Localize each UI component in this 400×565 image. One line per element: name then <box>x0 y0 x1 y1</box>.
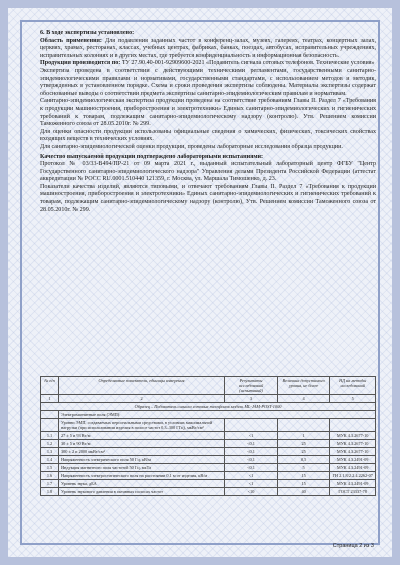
row-indicator: Напряженность электростатического поля на расстоянии 0,1 м от изделия, кВ/м <box>59 472 225 480</box>
produced-by-paragraph <box>40 60 376 68</box>
row-indicator: Индукция магнитного поля частотой 50 Гц, мкТл <box>59 464 225 472</box>
row-indicator: 300 ± 2 и 2000 мкВт/см² <box>59 448 225 456</box>
row-indicator: 30 ± 5 и 90 Вт/м <box>59 440 225 448</box>
table-row: 1.3 300 ± 2 и 2000 мкВт/см² <0,1 25 МУК 4.3.2677-10 <box>41 448 376 456</box>
paragraph-methods: Экспертиза проведена в соответствии с действующими техническими регламентами, государственными санитарно-эпидемиологическими правилами и нормативами, государственными стандартами, с использованием методов и методик, утвержденных в установленном порядке. Схема и сроки проведения экспертизы соблюдены. Материалы экспертизы содержат обоснованные выводы о соответствии предмета экспертизы санитарно-эпидемиологическим правилам и нормативам. <box>40 67 376 97</box>
header-num: № п/п <box>41 377 59 395</box>
column-number: 4 <box>277 395 329 403</box>
header-indicator: Определяемые показатели, единицы измерения <box>59 377 225 395</box>
page-number: Страница 2 из 3 <box>332 543 374 549</box>
header-limit: Величина допустимого уровня, не более <box>277 377 329 395</box>
table-row: 1.2 30 ± 5 и 90 Вт/м <0,1 25 МУК 4.3.2677-10 <box>41 440 376 448</box>
column-number: 1 <box>41 395 59 403</box>
section-row <box>41 411 376 419</box>
table-row: 1.8 Уровень звукового давления в октавных полосах частот <10 40 ГОСТ 23337-78 <box>41 488 376 496</box>
row-indicator: Уровни ЭМП, создаваемых персональными средствами, в условиях максимальной нагрузки (при использовании изделия в полосе частот 0,3–300 ГГц), мкВт/см² <box>59 419 225 432</box>
row-indicator: Уровень звука, дБА <box>59 480 225 488</box>
section-heading: 6. В ходе экспертизы установлено: <box>40 30 135 36</box>
object-name: Образец – Подавитель сигнала сотовых телефонов модель ML-JAM-POST-1000 <box>41 403 376 411</box>
lab-heading: Качество выпускаемой продукции подтверждено лабораторными испытаниями: <box>40 153 264 160</box>
scope-label: Область применения: <box>40 37 102 44</box>
table-row: 1.5 Индукция магнитного поля частотой 50 Гц, мкТл <0,1 5 МУК 4.3.2491-09 <box>41 464 376 472</box>
column-number-row <box>41 395 376 403</box>
table-row: 1.4 Напряженность электрического поля 50 Гц, кВ/м <0,1 0,5 МУК 4.3.2491-09 <box>41 456 376 464</box>
object-row <box>41 403 376 411</box>
table-row: 1.1 27 ± 5 и 93 Вт/м <1 1 МУК 4.3.2677-10 <box>41 432 376 440</box>
paragraph-requirements: Санитарно-эпидемиологическая экспертиза продукции проведена на соответствие требованиям Главы II. Раздел 7 «Требования к продукции машиностроения, приборостроения и электротехники» Единых санитарно-эпидемиологических и гигиенических требований к товарам, подлежащим санитарно-эпидемиологическому надзору (контролю). Утв. Решением комиссии Таможенного союза от 28.05.2010г. № 299. <box>40 98 376 128</box>
row-indicator: Напряженность электрического поля 50 Гц, кВ/м <box>59 456 225 464</box>
expertise-body <box>40 30 376 214</box>
section-name: Электромагнитные поля (ЭМП): <box>59 411 376 419</box>
header-result: Результаты исследований (испытаний) <box>225 377 278 395</box>
header-method: НД на методы исследований <box>330 377 376 395</box>
indicators-text: Показатели качества изделий, являются типовыми, и отвечают требованиям Главы II. Раздел 7 «Требования к продукции машиностроения, приборостроения и электротехники» Единых санитарно-эпидемиологических и гигиенических требований к товарам, подлежащим санитарно-эпидемиологическому надзору (контролю), Утв. Решением комиссии Таможенного союза от 28.05.2010г. № 299. <box>40 183 376 213</box>
column-number: 3 <box>225 395 278 403</box>
column-number: 2 <box>59 395 225 403</box>
produced-by-text: ТУ 27.90.40-001-92909600-2021 «Подавитель сигнала сотовых телефонов. Технические условия» <box>121 60 375 67</box>
scope-text: Для подавления заданных частот в конференц-залах, музеях, галереях, театрах, концертных залах, церквях, храмах, ресторанах, классах, учебных центрах, фабриках, банках, поездах, автобусах, исправительных учреждениях, исправительных колониях и в других местах, где требуется конфиденциальность и информационная безопасность. <box>40 37 376 59</box>
paragraph-hazard: Для оценки опасности продукции использованы официальные сведения о химических, физических, токсических свойствах входящих веществ в технических условиях. <box>40 128 376 143</box>
row-indicator: Уровень звукового давления в октавных полосах частот <box>59 488 225 496</box>
row-indicator: 27 ± 5 и 93 Вт/м <box>59 432 225 440</box>
table-row <box>41 419 376 432</box>
lab-results-table <box>40 376 376 496</box>
table-header-row <box>41 377 376 395</box>
lab-protocol-text: Протокол № 03/33-В494/ПР-21 от 09 марта 2021 г., выданный испытательный лабораторный центр ФГБУ "Центр Государственного санитарно-эпидемиологического надзора" Управления делами Президента Российской Федерации (аттестат аккредитации № РОСС RU.0001.510440 121359, г. Москва, ул. Маршала Тимошенко, д. 23. <box>40 161 376 183</box>
produced-by-label: Продукция производится по: <box>40 60 121 67</box>
table-row: 1.7 Уровень звука, дБА <1 15 МУК 4.3.2491-09 <box>41 480 376 488</box>
paragraph-lab-tests: Для санитарно-эпидемиологической оценки продукции, проведены лабораторные исследования образца продукции. <box>40 143 343 150</box>
column-number: 5 <box>330 395 376 403</box>
table-row: 1.6 Напряженность электростатического поля на расстоянии 0,1 м от изделия, кВ/м <1 15 ГН 2.1.8/2.2.4.2262-07 <box>41 472 376 480</box>
scope-paragraph <box>40 38 376 61</box>
